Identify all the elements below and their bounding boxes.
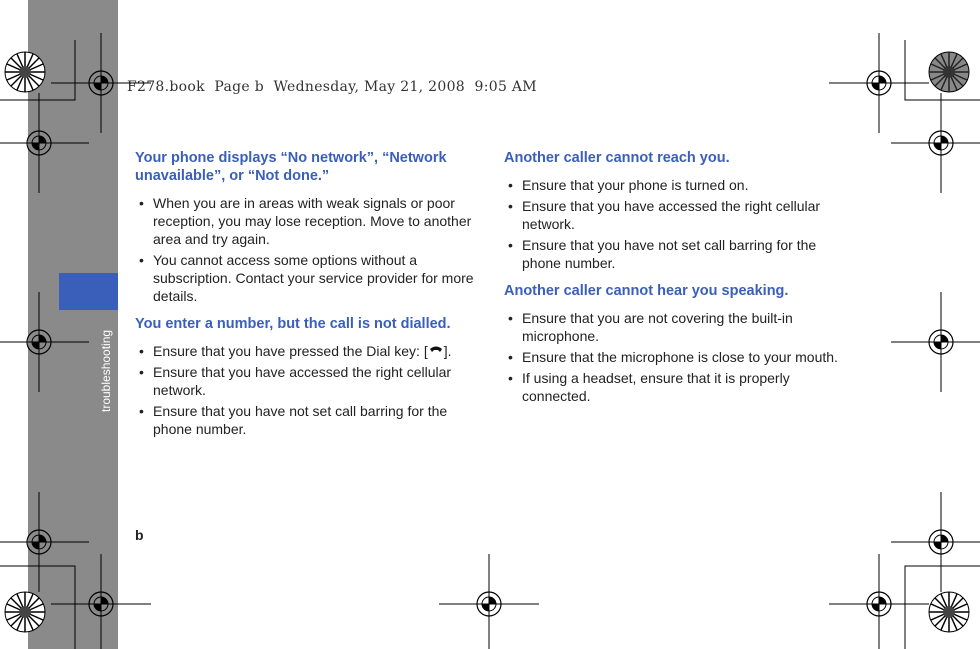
registration-star-icon (929, 592, 969, 632)
list-item: • If using a headset, ensure that it is properly connected. (508, 370, 790, 404)
registration-star-icon (5, 592, 45, 632)
list-item: • Ensure that you are not covering the built-in microphone. (508, 310, 793, 344)
heading-no-network: Your phone displays “No network”, “Network unavailable”, or “Not done.” (135, 150, 447, 184)
heading-call-not-dialled: You enter a number, but the call is not dialled. (135, 316, 451, 332)
registration-star-icon (929, 52, 969, 92)
crosshair-icon (51, 33, 151, 133)
crosshair-icon (0, 292, 89, 392)
crosshair-icon (0, 492, 89, 592)
crosshair-icon (439, 554, 539, 649)
list-item: • When you are in areas with weak signals or poor reception, you may lose reception. Move to another area and try again. (139, 195, 472, 247)
list-item: • Ensure that you have not set call barring for the phone number. (508, 237, 817, 271)
crosshair-icon (829, 554, 929, 649)
list-item: • You cannot access some options without a subscription. Contact your service provider for more details. (139, 252, 474, 304)
print-header: F278.book Page b Wednesday, May 21, 2008 9:05 AM (127, 79, 537, 95)
crosshair-icon (0, 93, 89, 193)
crosshair-icon (51, 554, 151, 649)
list-item: • Ensure that you have not set call barring for the phone number. (139, 403, 448, 437)
crosshair-icon (891, 292, 980, 392)
list-item: • Ensure that your phone is turned on. (508, 177, 749, 193)
heading-cannot-reach: Another caller cannot reach you. (504, 150, 730, 166)
page-number: b (135, 527, 144, 543)
crosshair-icon (891, 492, 980, 592)
registration-star-icon (5, 52, 45, 92)
crosshair-icon (829, 33, 929, 133)
list-item: • Ensure that you have pressed the Dial key: [ ]. (139, 343, 452, 359)
crosshair-icon (891, 93, 980, 193)
list-item: • Ensure that you have accessed the right cellular network. (508, 198, 821, 232)
side-label-text: troubleshooting (99, 329, 113, 412)
list-item: • Ensure that the microphone is close to your mouth. (508, 349, 838, 365)
heading-cannot-hear: Another caller cannot hear you speaking. (504, 283, 789, 299)
list-item: • Ensure that you have accessed the right cellular network. (139, 364, 452, 398)
